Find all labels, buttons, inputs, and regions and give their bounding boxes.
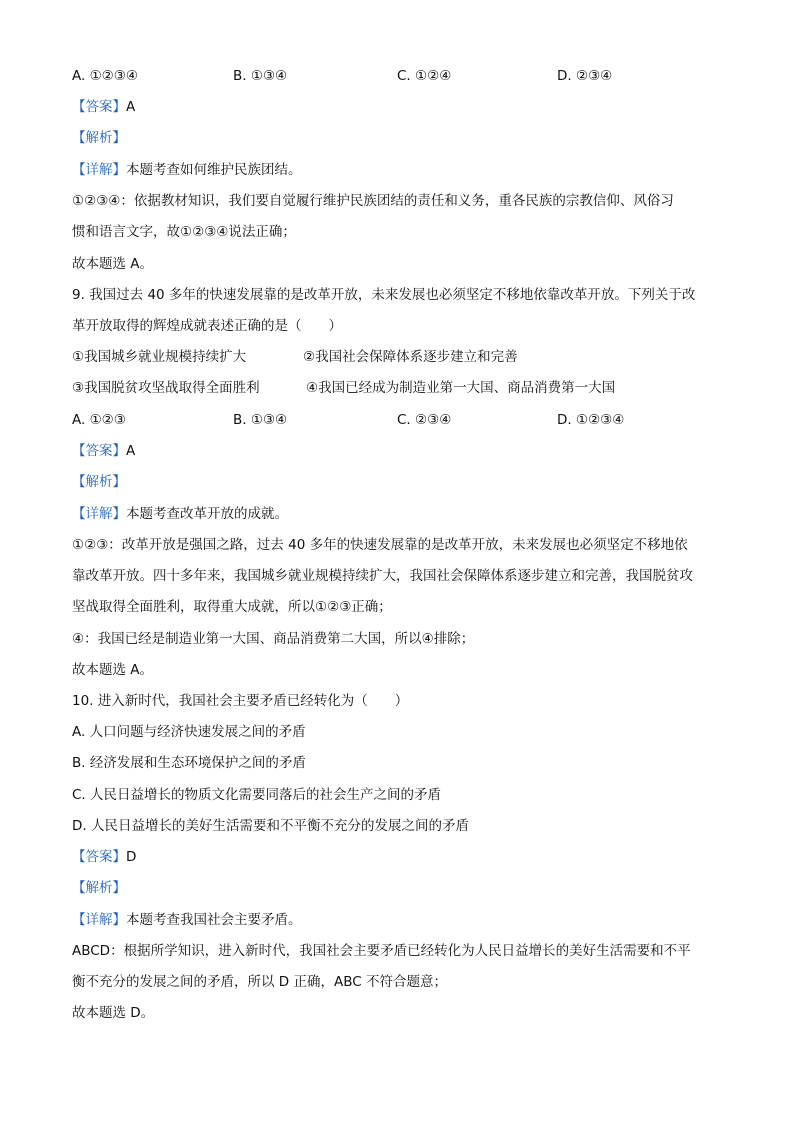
q9-analysis-tag (72, 473, 126, 491)
answer-value: A (126, 99, 136, 115)
analysis-tag: 【解析】 (72, 130, 126, 146)
q9-explain-line-4: ④：我国已经是制造业第一大国、商品消费第二大国，所以④排除； (72, 631, 475, 647)
q10-answer (72, 848, 136, 866)
q8-detail (72, 161, 302, 179)
q9-option-c: C. ②③④ (397, 412, 452, 428)
q9-explain-line-1: ①②③：改革开放是强国之路，过去 40 多年的快速发展靠的是改革开放，未来发展也必须坚定不移地依 (72, 537, 688, 553)
q10-detail (72, 911, 302, 929)
q9-statement-3: ③我国脱贫攻坚战取得全面胜利 (72, 380, 260, 396)
detail-text: 本题考查如何维护民族团结。 (126, 162, 302, 178)
q9-explain-line-3: 坚战取得全面胜利，取得重大成就，所以①②③正确； (72, 599, 392, 615)
detail-tag: 【详解】 (72, 912, 126, 928)
analysis-tag: 【解析】 (72, 880, 126, 896)
q8-option-a: A. ①②③④ (72, 68, 138, 84)
q8-explain-line-1: ①②③④：依据教材知识，我们要自觉履行维护民族团结的责任和义务，重各民族的宗教信仰、风俗习 (72, 193, 674, 209)
q10-option-c: C. 人民日益增长的物质文化需要同落后的社会生产之间的矛盾 (72, 787, 442, 803)
answer-value: D (126, 849, 137, 865)
analysis-tag: 【解析】 (72, 474, 126, 490)
q10-option-b: B. 经济发展和生态环境保护之间的矛盾 (72, 755, 306, 771)
q8-option-d: D. ②③④ (557, 68, 613, 84)
answer-tag: 【答案】 (72, 849, 126, 865)
q10-option-a: A. 人口问题与经济快速发展之间的矛盾 (72, 724, 306, 740)
q9-option-b: B. ①③④ (233, 412, 288, 428)
detail-text: 本题考查改革开放的成就。 (126, 506, 288, 522)
q8-explain-line-2: 惯和语言文字，故①②③④说法正确； (72, 224, 296, 240)
q9-statement-2: ②我国社会保障体系逐步建立和完善 (303, 349, 518, 365)
detail-tag: 【详解】 (72, 162, 126, 178)
q9-conclusion: 故本题选 A。 (72, 662, 154, 678)
q9-explain-line-2: 靠改革开放。四十多年来，我国城乡就业规模持续扩大，我国社会保障体系逐步建立和完善，我国脱贫攻 (72, 568, 693, 584)
answer-tag: 【答案】 (72, 443, 126, 459)
q9-stem-line-2: 革开放取得的辉煌成就表述正确的是（ ） (72, 318, 342, 334)
q9-option-a: A. ①②③ (72, 412, 126, 428)
answer-value: A (126, 443, 136, 459)
q10-explain-line-1: ABCD：根据所学知识，进入新时代，我国社会主要矛盾已经转化为人民日益增长的美好生活需要和不平 (72, 943, 691, 959)
detail-tag: 【详解】 (72, 506, 126, 522)
answer-tag: 【答案】 (72, 99, 126, 115)
q9-stem-line-1: 9. 我国过去 40 多年的快速发展靠的是改革开放，未来发展也必须坚定不移地依靠改革开放。下列关于改 (72, 287, 696, 303)
q9-detail (72, 505, 288, 523)
q9-answer (72, 442, 135, 460)
q8-analysis-tag (72, 129, 126, 147)
q10-analysis-tag (72, 879, 126, 897)
q10-explain-line-2: 衡不充分的发展之间的矛盾，所以 D 正确，ABC 不符合题意； (72, 974, 447, 990)
q9-option-d: D. ①②③④ (557, 412, 625, 428)
q10-stem: 10. 进入新时代，我国社会主要矛盾已经转化为（ ） (72, 693, 409, 709)
q9-statement-1: ①我国城乡就业规模持续扩大 (72, 349, 247, 365)
q8-option-b: B. ①③④ (233, 68, 288, 84)
q10-conclusion: 故本题选 D。 (72, 1005, 155, 1021)
q9-statement-4: ④我国已经成为制造业第一大国、商品消费第一大国 (306, 380, 616, 396)
q10-option-d: D. 人民日益增长的美好生活需要和不平衡不充分的发展之间的矛盾 (72, 818, 469, 834)
q8-option-c: C. ①②④ (397, 68, 452, 84)
q8-answer (72, 98, 135, 116)
q8-conclusion: 故本题选 A。 (72, 256, 154, 272)
detail-text: 本题考查我国社会主要矛盾。 (126, 912, 302, 928)
